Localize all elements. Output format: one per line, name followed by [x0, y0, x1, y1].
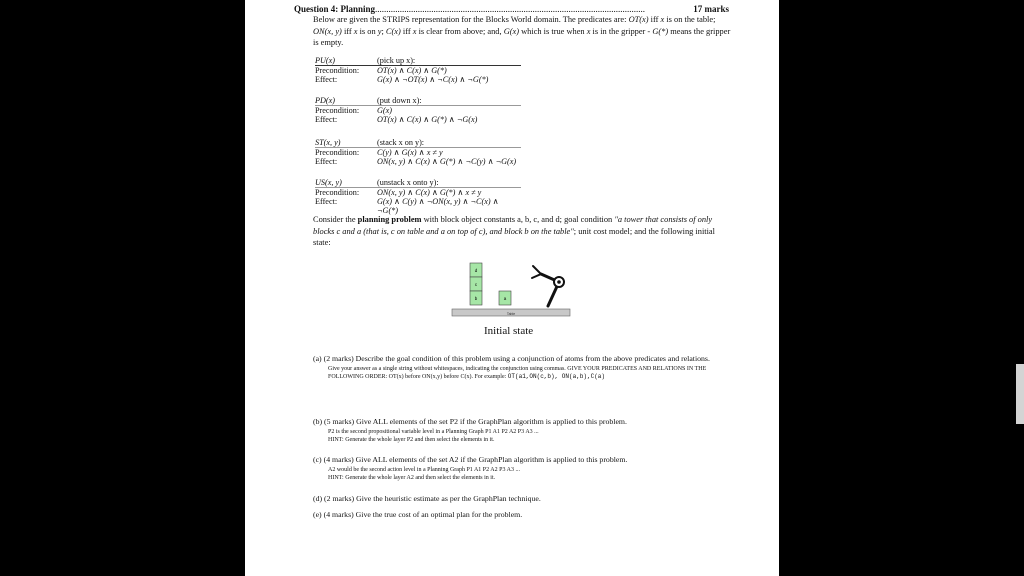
operator-us: US(x, y) (unstack x onto y): Precondition: ON(x, y) ∧ C(x) ∧ G(*) ∧ x ≠ y Effect: G(x) ∧ C(y) ∧ ¬ON(x, y) ∧ ¬C(x) ∧ ¬G(*): [315, 178, 521, 206]
subquestion-b: (b) (5 marks) Give ALL elements of the set P2 if the GraphPlan algorithm is applied to this problem. P2 is the second propositional variable level in a Planning Graph P1 A1 P2 A2 P3 A3 ... HINT: Generate the whole layer P2 and then select the elements in it.: [313, 417, 627, 443]
block-d-label: d: [474, 268, 478, 273]
initial-state-figure: [445, 258, 585, 322]
figure-caption: Initial state: [484, 325, 534, 337]
operator-pd: PD(x) (put down x): Precondition: G(x) Effect: OT(x) ∧ C(x) ∧ G(*) ∧ ¬G(x): [315, 96, 521, 124]
table-label: Table: [506, 312, 516, 316]
leader-dots: ........................................................................................................................: [375, 4, 646, 14]
intro-paragraph: Below are given the STRIPS representation for the Blocks World domain. The predicates are: OT(x) iff x is on the table; ON(x, y) iff x is on y; C(x) iff x is clear from above; and, G(x) which is true when x is in the gripper - G(*) means the gripper is empty.: [313, 15, 731, 47]
subquestion-c: (c) (4 marks) Give ALL elements of the set A2 if the GraphPlan algorithm is applied to this problem. A2 would be the second action level in a Planning Graph P1 A1 P2 A2 P3 A3 ... HINT: Generate the whole layer A2 and then select the elements in it.: [313, 455, 628, 481]
subquestion-a: (a) (2 marks) Describe the goal condition of this problem using a conjunction of atoms from the above predicates and relations. Give your answer as a single string without whitespaces, indicating the conjunction using commas. GIVE YOUR PREDICATES AND RELATIONS IN THE FOLLOWING ORDER: OT(x) before ON(x,y) before C(x). For example: OT(a1,ON(c,b), ON(a,b),C(a): [313, 354, 710, 380]
block-c-label: c: [474, 282, 478, 287]
subquestion-d: (d) (2 marks) Give the heuristic estimate as per the GraphPlan technique.: [313, 494, 541, 503]
operator-pu: PU(x) (pick up x): Precondition: OT(x) ∧ C(x) ∧ G(*) Effect: G(x) ∧ ¬OT(x) ∧ ¬C(x) ∧ ¬G(*): [315, 56, 521, 84]
question-marks: 17 marks: [693, 4, 729, 14]
subquestion-e: (e) (4 marks) Give the true cost of an optimal plan for the problem.: [313, 510, 523, 519]
operator-st: ST(x, y) (stack x on y): Precondition: C(y) ∧ G(x) ∧ x ≠ y Effect: ON(x, y) ∧ C(x) ∧ G(*) ∧ ¬C(y) ∧ ¬G(x): [315, 138, 521, 166]
scrollbar-thumb[interactable]: [1016, 364, 1024, 424]
document-page: [245, 0, 779, 576]
problem-paragraph: Consider the planning problem with block object constants a, b, c, and d; goal condition "a tower that consists of only blocks c and a (that is, c on table and a on top of c), and block b on the table"; unit cost model; and the following initial state:: [313, 215, 715, 247]
block-a-label: a: [503, 296, 507, 301]
question-header: [294, 4, 729, 14]
block-b-label: b: [474, 296, 478, 301]
arm-joint-center: [557, 280, 561, 284]
question-title: Question 4: Planning: [294, 4, 376, 14]
